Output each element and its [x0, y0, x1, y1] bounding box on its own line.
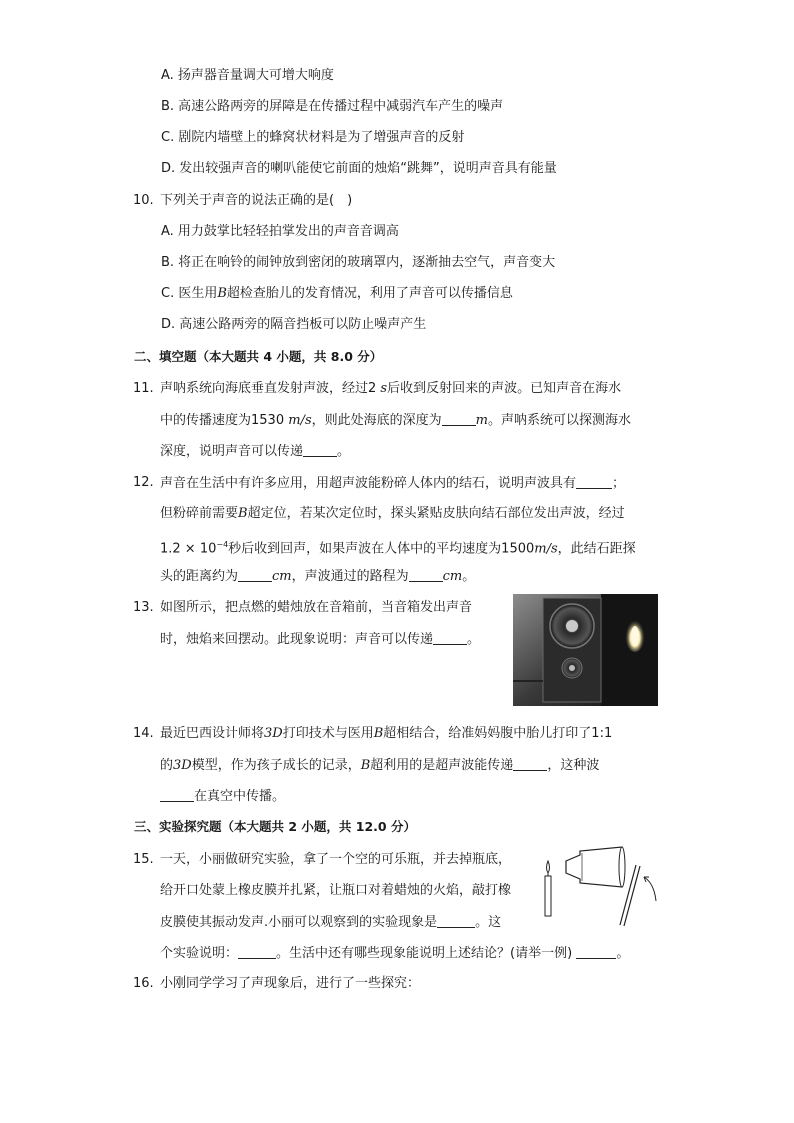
- q15-number: 15.: [133, 852, 154, 867]
- q14-blank-2: [160, 787, 194, 802]
- q10-option-a: A. 用力鼓掌比轻轻拍掌发出的声音音调高: [161, 224, 399, 239]
- q13-line-2: 时，烛焰来回摆动。此现象说明：声音可以传递 。: [160, 632, 481, 647]
- q10-number: 10.: [133, 193, 154, 208]
- q15-line-3: 皮膜使其振动发声.小丽可以观察到的实验现象是 。这: [160, 915, 502, 930]
- q11-line-3: 深度，说明声音可以传递 。: [160, 444, 351, 459]
- q12-blank-energy: [576, 474, 612, 489]
- q11-blank-depth: [442, 411, 476, 426]
- q13-line-1: 如图所示，把点燃的蜡烛放在音箱前，当音箱发出声音: [160, 600, 473, 615]
- q13-number: 13.: [133, 600, 154, 615]
- q15-line-1: 一天，小丽做研究实验，拿了一个空的可乐瓶，并去掉瓶底，: [160, 852, 512, 867]
- q12-line-2: 但粉碎前需要B超定位，若某次定位时，探头紧贴皮肤向结石部位发出声波，经过: [160, 506, 625, 521]
- q12-line-1: 声音在生活中有许多应用，用超声波能粉碎人体内的结石，说明声波具有 ；: [160, 476, 626, 491]
- q15-line-4: 个实验说明： 。生活中还有哪些现象能说明上述结论？(请举一例) 。: [160, 946, 630, 961]
- q14-line-3: 在真空中传播。: [160, 787, 285, 806]
- section-experiment-heading: 三、实验探究题（本大题共 2 小题，共 12.0 分）: [134, 819, 416, 834]
- q10-option-d: D. 高速公路两旁的隔音挡板可以防止噪声产生: [161, 317, 427, 332]
- q15-line-2: 给开口处蒙上橡皮膜并扎紧，让瓶口对着蜡烛的火焰，敲打橡: [160, 883, 512, 898]
- q12-number: 12.: [133, 475, 154, 490]
- q16-line-1: 小刚同学学习了声现象后，进行了一些探究：: [160, 976, 421, 991]
- q11-number: 11.: [133, 381, 154, 396]
- q14-line-2: 的3D模型，作为孩子成长的记录，B超利用的是超声波能传递 ，这种波: [160, 758, 600, 773]
- q9-option-c: C. 剧院内墙壁上的蜂窝状材料是为了增强声音的反射: [161, 130, 465, 145]
- bottle-candle-figure: [540, 843, 660, 933]
- q11-line-2: 中的传播速度为1530 m/s，则此处海底的深度为 m。声呐系统可以探测海水: [160, 413, 631, 428]
- q9-option-b: B. 高速公路两旁的屏障是在传播过程中减弱汽车产生的噪声: [161, 99, 504, 114]
- q12-line-3: $1.2 \times 10^{-4}$秒后收到回声，如果声波在人体中的平均速度为1500m/s，此结石距探: [160, 540, 636, 557]
- q15-blank-example: [576, 944, 616, 959]
- q15-blank-conclusion: [238, 944, 276, 959]
- q9-option-a: A. 扬声器音量调大可增大响度: [161, 68, 334, 83]
- q10-stem: 下列关于声音的说法正确的是( ): [160, 193, 353, 208]
- q9-option-d: D. 发出较强声音的喇叭能使它前面的烛焰“跳舞”，说明声音具有能量: [161, 161, 557, 176]
- q11-line-1: 声呐系统向海底垂直发射声波，经过2 s后收到反射回来的声波。已知声音在海水: [160, 381, 622, 396]
- q16-number: 16.: [133, 976, 154, 991]
- q15-blank-phenomenon: [437, 913, 475, 928]
- speaker-candle-figure: [513, 594, 658, 706]
- q14-blank-1: [513, 756, 547, 771]
- q10-option-c: C. 医生用B超检查胎儿的发育情况，利用了声音可以传播信息: [161, 286, 513, 301]
- section-fill-blank-heading: 二、填空题（本大题共 4 小题，共 8.0 分）: [134, 349, 383, 364]
- q14-line-1: 最近巴西设计师将3D打印技术与医用B超相结合，给准妈妈腹中胎儿打印了1:1: [160, 726, 613, 741]
- q11-blank-info: [303, 442, 337, 457]
- q12-line-4: 头的距离约为 cm，声波通过的路程为 cm。: [160, 569, 476, 584]
- q12-blank-distance: [238, 567, 272, 582]
- q13-blank: [433, 630, 467, 645]
- q12-blank-path: [409, 567, 443, 582]
- q14-number: 14.: [133, 726, 154, 741]
- q10-option-b: B. 将正在响铃的闹钟放到密闭的玻璃罩内，逐渐抽去空气，声音变大: [161, 255, 556, 270]
